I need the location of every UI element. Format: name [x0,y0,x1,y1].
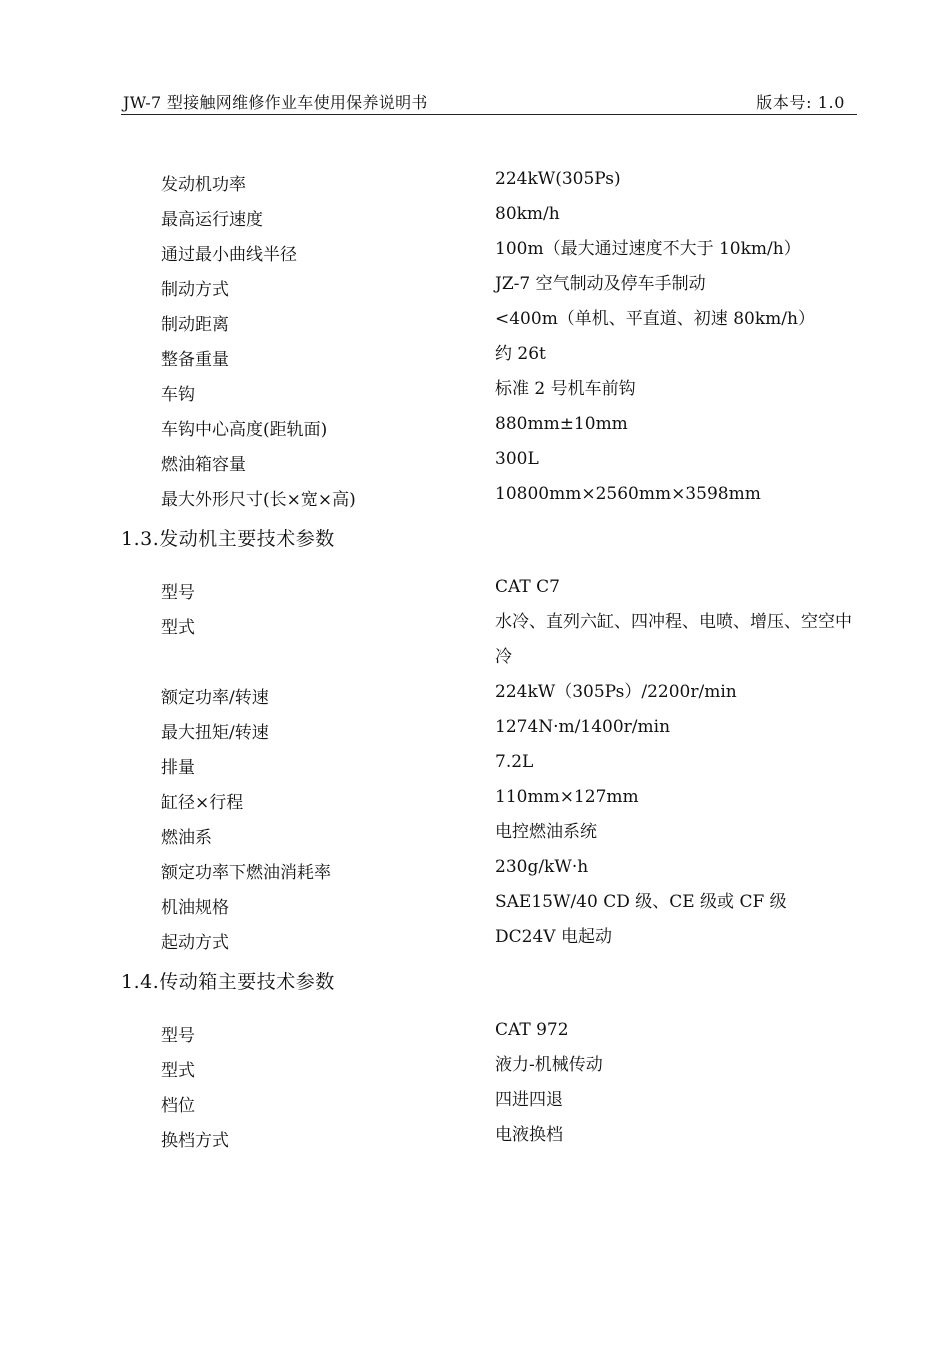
param-row [0,341,950,376]
param-value: SAE15W/40 CD 级、CE 级或 CF 级 [495,892,787,912]
vehicle-params-list [0,166,950,516]
param-label: 排量 [161,758,195,778]
param-value: 300L [495,449,539,469]
param-label: 燃油箱容量 [161,455,246,475]
param-label: 起动方式 [161,933,229,953]
param-label: 型号 [161,1026,195,1046]
param-value: 电控燃油系统 [495,822,597,842]
param-value: 液力-机械传动 [495,1055,603,1075]
param-value: 四进四退 [495,1090,563,1110]
section-title: 1.4.传动箱主要技术参数 [121,971,335,993]
param-row [0,609,950,679]
section-heading-transmission [0,959,950,1017]
param-row [0,376,950,411]
param-row [0,446,950,481]
param-label: 最大外形尺寸(长×宽×高) [161,490,356,510]
param-label: 最高运行速度 [161,210,263,230]
param-label: 额定功率/转速 [161,688,269,708]
param-value: 水冷、直列六缸、四冲程、电喷、增压、空空中冷 [495,612,852,667]
param-value: 224kW(305Ps) [495,169,621,189]
param-value: 1274N·m/1400r/min [495,717,671,737]
param-row [0,924,950,959]
param-row [0,749,950,784]
param-row [0,271,950,306]
param-label: 燃油系 [161,828,212,848]
param-value: JZ-7 空气制动及停车手制动 [495,274,706,294]
param-label: 发动机功率 [161,175,246,195]
engine-params-list [0,574,950,959]
param-label: 型号 [161,583,195,603]
param-row [0,411,950,446]
param-value: 标准 2 号机车前钩 [495,379,636,399]
section-heading-engine [0,516,950,574]
param-row [0,201,950,236]
param-value: 电液换档 [495,1125,563,1145]
param-row [0,819,950,854]
param-label: 额定功率下燃油消耗率 [161,863,331,883]
document-title: JW-7 型接触网维修作业车使用保养说明书 [123,93,428,112]
param-value: 110mm×127mm [495,787,639,807]
param-value: 约 26t [495,344,546,364]
param-value: CAT C7 [495,577,560,597]
param-label: 车钩中心高度(距轨面) [161,420,328,440]
param-label: 型式 [161,618,195,638]
param-value: CAT 972 [495,1020,569,1040]
param-value: DC24V 电起动 [495,927,612,947]
param-label: 换档方式 [161,1131,229,1151]
param-value: 80km/h [495,204,560,224]
param-label: 机油规格 [161,898,229,918]
param-row [0,481,950,516]
param-label: 制动方式 [161,280,229,300]
param-label: 最大扭矩/转速 [161,723,269,743]
param-row [0,714,950,749]
param-row [0,784,950,819]
transmission-params-list [0,1017,950,1157]
param-value: 7.2L [495,752,534,772]
param-value: 100m（最大通过速度不大于 10km/h） [495,239,801,259]
param-value: <400m（单机、平直道、初速 80km/h） [495,309,815,329]
param-label: 整备重量 [161,350,229,370]
document-body [0,166,950,1157]
param-row [0,1017,950,1052]
param-value: 230g/kW·h [495,857,589,877]
param-row [0,1122,950,1157]
param-value: 880mm±10mm [495,414,628,434]
param-row [0,166,950,201]
param-label: 缸径×行程 [161,793,244,813]
param-label: 通过最小曲线半径 [161,245,297,265]
section-title: 1.3.发动机主要技术参数 [121,528,335,550]
param-row [0,236,950,271]
param-row [0,1052,950,1087]
param-value: 224kW（305Ps）/2200r/min [495,682,737,702]
param-row [0,1087,950,1122]
param-label: 制动距离 [161,315,229,335]
page-header [121,86,857,115]
param-row [0,306,950,341]
param-value: 10800mm×2560mm×3598mm [495,484,761,504]
param-row [0,854,950,889]
param-row [0,679,950,714]
param-row [0,574,950,609]
param-label: 型式 [161,1061,195,1081]
param-row [0,889,950,924]
version-number: 版本号: 1.0 [756,93,845,112]
param-label: 档位 [161,1096,195,1116]
param-label: 车钩 [161,385,195,405]
